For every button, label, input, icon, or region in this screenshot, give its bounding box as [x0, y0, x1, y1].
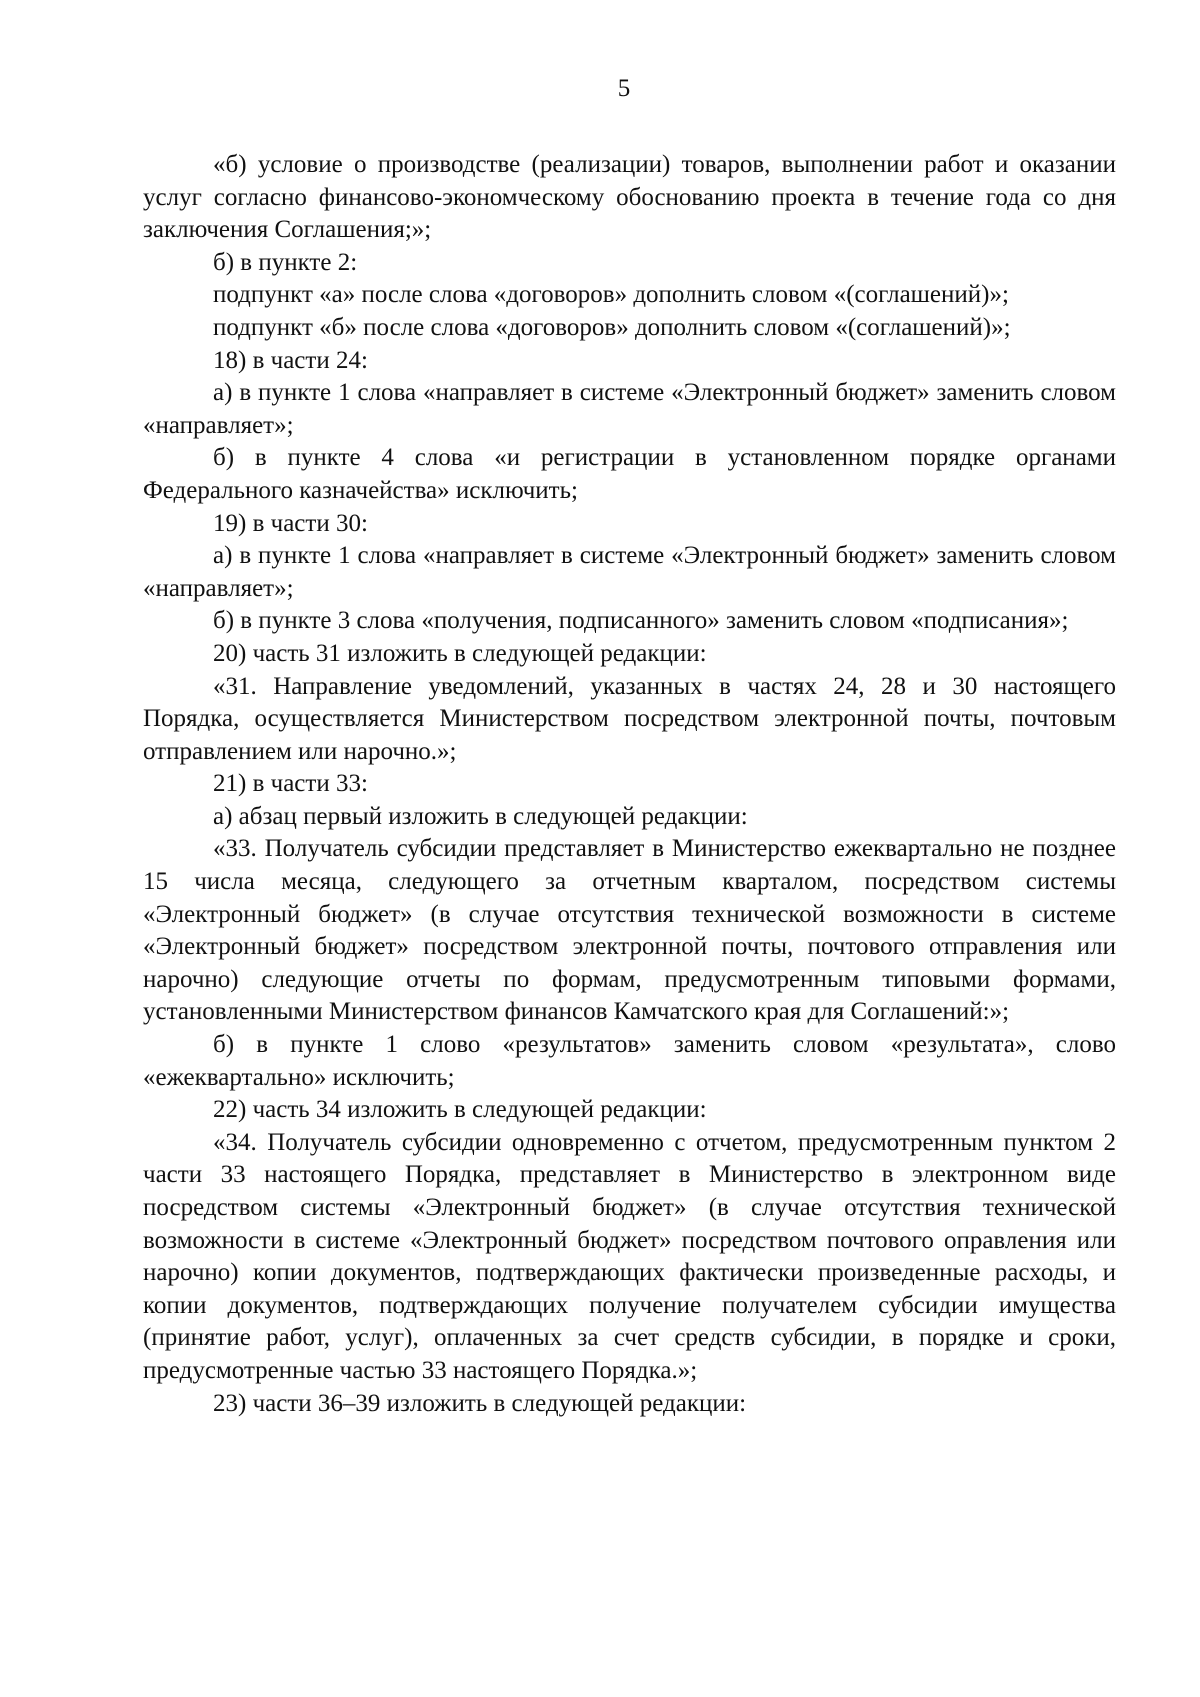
paragraph-part-24-heading: 18) в части 24:	[213, 346, 368, 374]
page-number: 5	[617, 75, 631, 102]
paragraph-part-31-text: «31. Направление уведомлений, указанных в частях 24, 28 и 30 настоящего Порядка, осуществляется Министерством посредством электронной почты, почтовым отправлением или нарочно.»;	[143, 672, 1116, 765]
paragraph-part-34-heading: 22) часть 34 изложить в следующей редакции:	[213, 1096, 707, 1124]
paragraph-subpoint-b: подпункт «б» после слова «договоров» дополнить словом «(соглашений)»;	[213, 313, 1011, 341]
paragraph-point-2-heading: б) в пункте 2:	[213, 248, 358, 276]
paragraph-part-24-b: б) в пункте 4 слова «и регистрации в установленном порядке органами Федерального казначейства» исключить;	[143, 444, 1116, 504]
paragraph-parts-36-39-heading: 23) части 36–39 изложить в следующей редакции:	[213, 1389, 747, 1417]
paragraph-part-24-a: а) в пункте 1 слова «направляет в системе «Электронный бюджет» заменить словом «направляет»;	[143, 379, 1116, 439]
paragraph-part-31-heading: 20) часть 31 изложить в следующей редакции:	[213, 639, 707, 667]
paragraph-part-30-heading: 19) в части 30:	[213, 509, 368, 537]
document-body	[143, 149, 1116, 1420]
paragraph-sub-b-condition: «б) условие о производстве (реализации) товаров, выполнении работ и оказании услуг согласно финансово-экономческому обоснованию проекта в течение года со дня заключения Соглашения;»;	[143, 151, 1116, 244]
paragraph-part-30-b: б) в пункте 3 слова «получения, подписанного» заменить словом «подписания»;	[213, 607, 1069, 635]
paragraph-part-34-text: «34. Получатель субсидии одновременно с отчетом, предусмотренным пунктом 2 части 33 настоящего Порядка, представляет в Министерство в электронном виде посредством системы «Электронный бюджет» (в случае отсутствия технической возможности в системе «Электронный бюджет» посредством почтового оправления или нарочно) копии документов, подтверждающих фактически произведенные расходы, и копии документов, подтверждающих получение получателем субсидии имущества (принятие работ, услуг), оплаченных за счет средств субсидии, в порядке и сроки, предусмотренные частью 33 настоящего Порядка.»;	[143, 1128, 1116, 1384]
paragraph-subpoint-a: подпункт «а» после слова «договоров» дополнить словом «(соглашений)»;	[213, 281, 1009, 309]
paragraph-part-33-text: «33. Получатель субсидии представляет в Министерство ежеквартально не позднее 15 числа месяца, следующего за отчетным кварталом, посредством системы «Электронный бюджет» (в случае отсутствия технической возможности в системе «Электронный бюджет» посредством электронной почты, почтового отправления или нарочно) следующие отчеты по формам, предусмотренным типовыми формами, установленными Министерством финансов Камчатского края для Соглашений:»;	[143, 835, 1116, 1026]
paragraph-part-30-a: а) в пункте 1 слова «направляет в системе «Электронный бюджет» заменить словом «направляет»;	[143, 542, 1116, 602]
paragraph-part-33-a: а) абзац первый изложить в следующей редакции:	[213, 802, 748, 830]
paragraph-part-33-heading: 21) в части 33:	[213, 770, 368, 798]
paragraph-part-33-b: б) в пункте 1 слово «результатов» заменить словом «результата», слово «ежеквартально» исключить;	[143, 1031, 1116, 1091]
